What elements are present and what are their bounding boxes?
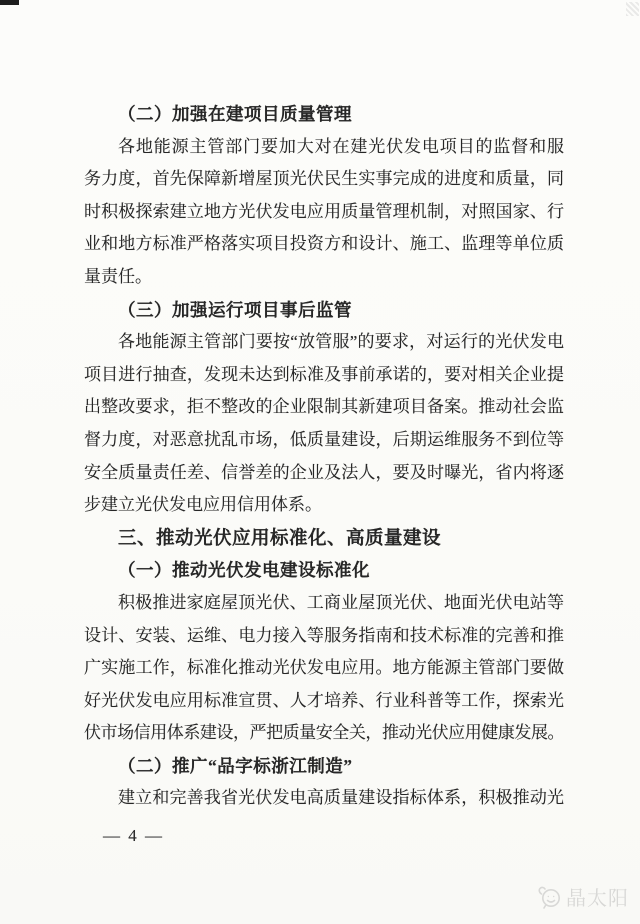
document-line: 好光伏发电应用标准宣贯、人才培养、行业科普等工作，探索光 (84, 690, 564, 710)
document-line: 务力度，首先保障新增屋顶光伏民生实事完成的进度和质量，同 (84, 169, 564, 189)
document-line: 伏市场信用体系建设，严把质量安全关，推动光伏应用健康发展。 (84, 723, 564, 743)
document-line: （三）加强运行项目事后监管 (118, 299, 352, 320)
watermark (536, 882, 629, 911)
document-line: 量责任。 (84, 266, 152, 286)
document-line: 安全质量责任差、信誉差的企业及法人，要及时曝光，省内将逐 (84, 462, 564, 482)
document-line: （二）加强在建项目质量管理 (118, 104, 352, 124)
document-line: 项目进行抽查，发现未达到标准及事前承诺的，要对相关企业提 (84, 364, 564, 384)
document-line: 广实施工作，标准化推动光伏发电应用。地方能源主管部门要做 (84, 658, 564, 678)
document-line: 三、推动光伏应用标准化、高质量建设 (118, 526, 442, 548)
document-line: 积极推进家庭屋顶光伏、工商业屋顶光伏、地面光伏电站等 (118, 592, 564, 612)
document-line: 时积极探索建立地方光伏发电应用质量管理机制，对照国家、行 (84, 201, 564, 221)
document-line: （二）推广“品字标浙江制造” (118, 755, 353, 776)
document-line: 各地能源主管部门要按“放管服”的要求，对运行的光伏发电 (118, 332, 564, 352)
document-line: 各地能源主管部门要加大对在建光伏发电项目的监督和服 (118, 136, 564, 156)
document-line: 步建立光伏发电应用信用体系。 (84, 495, 322, 515)
document-text-block (84, 98, 564, 815)
document-line: 设计、安装、运维、电力接入等服务指南和技术标准的完善和推 (84, 625, 564, 645)
scan-artifact-top-right (626, 2, 639, 16)
page-number: — 4 — (103, 826, 164, 845)
document-line: 出整改要求，拒不整改的企业限制其新建项目备案。推动社会监 (84, 397, 564, 417)
document-line: 督力度，对恶意扰乱市场，低质量建设，后期运维服务不到位等 (84, 429, 564, 449)
document-line: （一）推动光伏发电建设标准化 (118, 560, 370, 581)
scan-artifact-top-left (0, 0, 19, 5)
document-line: 建立和完善我省光伏发电高质量建设指标体系，积极推动光 (118, 788, 564, 808)
watermark-label: 晶太阳 (566, 888, 629, 910)
smiley-face-icon (536, 885, 562, 909)
document-line: 业和地方标准严格落实项目投资方和设计、施工、监理等单位质 (84, 234, 564, 254)
